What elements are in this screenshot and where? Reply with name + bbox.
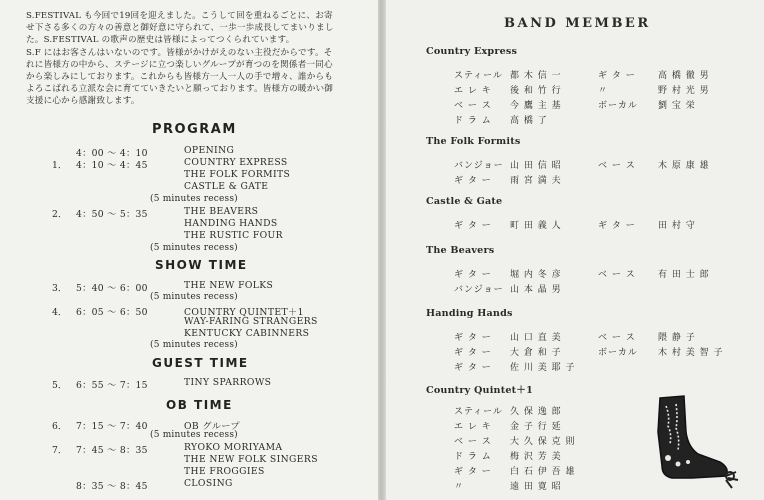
show-time-heading: SHOW TIME <box>155 258 248 272</box>
act-name: THE NEW FOLK SINGERS <box>184 454 318 465</box>
recess-note: (5 minutes recess) <box>150 292 238 302</box>
member-name: 後 和 竹 行 <box>510 86 562 96</box>
member-name: 高 橋 徹 男 <box>658 71 710 81</box>
band-name: Castle & Gate <box>426 196 503 207</box>
member-role: ギ タ ー <box>454 363 492 373</box>
recess-note: (5 minutes recess) <box>150 243 238 253</box>
member-role: ギ タ ー <box>454 221 492 231</box>
act-name: OPENING <box>184 145 235 156</box>
intro-line: から楽しみにしております。これからも皆様方一人一人の手で増々、誰からも <box>26 72 334 83</box>
member-role: バンジョー <box>454 285 504 295</box>
member-name: 隈 静 子 <box>658 333 696 343</box>
intro-line: せ下さる多くの方々の善意と御好意に守られて、一歩一歩成長してまいりまし <box>26 23 334 34</box>
item-number: 3． <box>52 283 68 294</box>
time-slot: 4：10 ～ 4：45 <box>76 160 148 171</box>
item-number: 2． <box>52 209 68 220</box>
act-name: WAY-FARING STRANGERS <box>184 316 318 327</box>
member-name: 堀 内 冬 彦 <box>510 270 562 280</box>
band-name: The Folk Formits <box>426 136 521 147</box>
intro-line: よろこばれる立派な会に育てていきたいと願っております。皆様方の暖かい御 <box>26 84 334 95</box>
member-name: 木 村 美 智 子 <box>658 348 724 358</box>
member-name: 白 石 伊 吾 雄 <box>510 467 576 477</box>
intro-line: 支援に心から感謝致します。 <box>26 96 140 107</box>
item-number: 4． <box>52 307 68 318</box>
act-name: THE BEAVERS <box>184 206 259 217</box>
member-role: ベ ー ス <box>598 333 636 343</box>
band-member-title: BAND MEMBER <box>504 16 651 31</box>
member-name: 山 口 直 美 <box>510 333 562 343</box>
member-name: 山 本 晶 男 <box>510 285 562 295</box>
member-role: ベ ー ス <box>454 437 492 447</box>
member-role: ギ タ ー <box>454 333 492 343</box>
member-name: 都 木 信 一 <box>510 71 562 81</box>
member-name: 遠 田 寛 昭 <box>510 482 562 492</box>
band-name: Country Quintet＋1 <box>426 385 533 396</box>
act-name: THE FROGGIES <box>184 466 265 477</box>
act-name: CASTLE & GATE <box>184 181 269 192</box>
member-name: 金 子 行 延 <box>510 422 562 432</box>
time-slot: 5：40 ～ 6：00 <box>76 283 148 294</box>
member-role: エ レ キ <box>454 86 492 96</box>
intro-paragraph <box>26 10 356 108</box>
member-role: バンジョー <box>454 161 504 171</box>
time-slot: 8：35 ～ 8：45 <box>76 481 148 492</box>
member-name: 町 田 義 人 <box>510 221 562 231</box>
member-role: ベ ー ス <box>598 161 636 171</box>
member-role: ボーカル <box>598 101 638 111</box>
member-name: 有 田 士 郎 <box>658 270 710 280</box>
item-number: 5． <box>52 380 68 391</box>
time-slot: 6：05 ～ 6：50 <box>76 307 148 318</box>
act-name: THE RUSTIC FOUR <box>184 230 283 241</box>
member-name: 今 鷹 主 基 <box>510 101 562 111</box>
band-name: The Beavers <box>426 245 495 256</box>
member-name: 雨 宮 満 夫 <box>510 176 562 186</box>
member-name: 久 保 逸 郎 <box>510 407 562 417</box>
act-name: HANDING HANDS <box>184 218 278 229</box>
member-role: ベ ー ス <box>454 101 492 111</box>
act-name: CLOSING <box>184 478 233 489</box>
member-name: 大 倉 和 子 <box>510 348 562 358</box>
time-slot: 4：50 ～ 5：35 <box>76 209 148 220</box>
item-number: 7． <box>52 445 68 456</box>
member-name: 大 久 保 克 則 <box>510 437 576 447</box>
member-role: ギ タ ー <box>454 467 492 477</box>
member-name: 高 橋 了 <box>510 116 548 126</box>
time-slot: 6：55 ～ 7：15 <box>76 380 148 391</box>
act-name: THE NEW FOLKS <box>184 280 274 291</box>
member-name: 木 原 康 雄 <box>658 161 710 171</box>
member-role: スティール <box>454 407 503 417</box>
member-role: ド ラ ム <box>454 116 492 126</box>
member-name: 梅 沢 芳 美 <box>510 452 562 462</box>
act-name: COUNTRY QUINTET＋1 <box>184 307 304 318</box>
member-role: スティール <box>454 71 503 81</box>
recess-note: (5 minutes recess) <box>150 340 238 350</box>
member-name: 山 田 信 昭 <box>510 161 562 171</box>
member-role: 〃 <box>598 86 609 96</box>
act-name: TINY SPARROWS <box>184 377 272 388</box>
member-role: ベ ー ス <box>598 270 636 280</box>
cowboy-boot-illustration <box>632 392 742 492</box>
band-name: Country Express <box>426 46 518 57</box>
member-role: ド ラ ム <box>454 452 492 462</box>
member-role: ギ タ ー <box>598 221 636 231</box>
intro-line: た。S.FESTIVAL の歌声の歴史は皆様によってつくられています。 <box>26 35 295 46</box>
intro-line: S.F にはお客さんはいないのです。皆様がかけがえのない主役だからです。そ <box>26 47 333 58</box>
ob-time-heading: OB TIME <box>166 398 233 412</box>
program-heading: PROGRAM <box>152 122 237 137</box>
band-name: Handing Hands <box>426 308 513 319</box>
guest-time-heading: GUEST TIME <box>152 356 249 370</box>
member-role: 〃 <box>454 482 465 492</box>
member-role: ギ タ ー <box>454 348 492 358</box>
book-spine <box>378 0 386 500</box>
intro-line: れに皆様方の中から、ステージに立つ楽しいグループが育つのを関係者一同心 <box>26 59 333 70</box>
member-name: 佐 川 美 耶 子 <box>510 363 576 373</box>
act-name: RYOKO MORIYAMA <box>184 442 283 453</box>
act-name: THE FOLK FORMITS <box>184 169 291 180</box>
member-role: エ レ キ <box>454 422 492 432</box>
act-name: OB グループ <box>184 421 241 432</box>
time-slot: 7：15 ～ 7：40 <box>76 421 148 432</box>
member-name: 田 村 守 <box>658 221 696 231</box>
recess-note: (5 minutes recess) <box>150 194 238 204</box>
item-number: 1． <box>52 160 68 171</box>
member-name: 劉 宝 栄 <box>658 101 696 111</box>
act-name: KENTUCKY CABINNERS <box>184 328 310 339</box>
intro-line: S.FESTIVAL も今回で19回を迎えました。こうして回を重ねるごとに、お寄 <box>26 11 333 21</box>
recess-note: (5 minutes recess) <box>150 430 238 440</box>
member-role: ギ タ ー <box>454 176 492 186</box>
member-role: ボーカル <box>598 348 638 358</box>
time-slot: 7：45 ～ 8：35 <box>76 445 148 456</box>
item-number: 6． <box>52 421 68 432</box>
member-name: 野 村 光 男 <box>658 86 710 96</box>
time-slot: 4：00 ～ 4：10 <box>76 148 148 159</box>
act-name: COUNTRY EXPRESS <box>184 157 288 168</box>
member-role: ギ タ ー <box>598 71 636 81</box>
member-role: ギ タ ー <box>454 270 492 280</box>
